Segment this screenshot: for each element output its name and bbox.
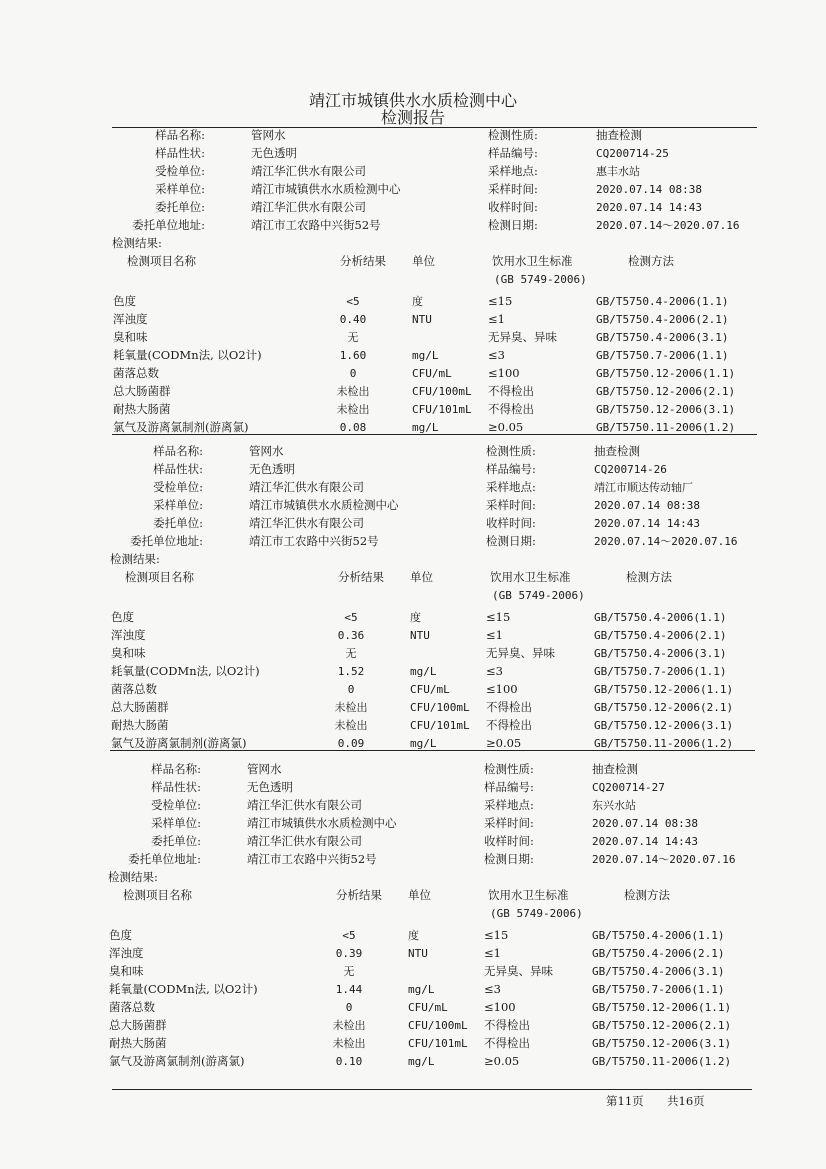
info-value: 2020.07.14～2020.07.16	[596, 219, 740, 232]
info-value: 2020.07.14 08:38	[596, 183, 702, 196]
row-standard: ≥0.05	[488, 420, 524, 434]
info-label: 检测性质:	[486, 444, 536, 458]
row-result: 0	[347, 683, 355, 696]
info-label: 样品性状:	[155, 146, 205, 160]
row-method: GB/T5750.11-2006(1.2)	[596, 421, 736, 434]
info-value: 抽查检测	[594, 444, 640, 458]
info-label: 受检单位:	[153, 480, 203, 494]
row-method: GB/T5750.7-2006(1.1)	[596, 349, 729, 362]
col-header-method: 检测方法	[626, 570, 672, 584]
row-standard: ≤3	[486, 664, 503, 678]
info-value: 靖江市顺达传动轴厂	[594, 481, 693, 494]
info-label: 样品编号:	[486, 462, 536, 476]
row-unit: mg/L	[408, 983, 435, 996]
row-result: 未检出	[332, 1037, 366, 1050]
row-method: GB/T5750.7-2006(1.1)	[594, 665, 727, 678]
col-header-method: 检测方法	[628, 254, 674, 268]
row-standard: ≥0.05	[486, 736, 522, 750]
row-method: GB/T5750.11-2006(1.2)	[592, 1055, 732, 1068]
col-header-item: 检测项目名称	[125, 570, 194, 584]
row-unit: NTU	[412, 313, 432, 326]
row-unit: CFU/100mL	[412, 385, 472, 398]
row-unit: CFU/101mL	[408, 1037, 468, 1050]
row-standard: 不得检出	[486, 718, 532, 732]
row-standard: 不得检出	[484, 1018, 530, 1032]
row-result: 未检出	[336, 385, 370, 398]
row-method: GB/T5750.12-2006(1.1)	[594, 683, 734, 696]
row-result: 无	[345, 647, 357, 660]
info-label: 采样单位:	[153, 498, 203, 512]
row-method: GB/T5750.4-2006(3.1)	[592, 965, 725, 978]
row-item: 浑浊度	[113, 312, 148, 326]
col-header-item: 检测项目名称	[127, 254, 196, 268]
info-value: 2020.07.14 14:43	[592, 835, 698, 848]
row-standard: ≤1	[488, 312, 505, 326]
row-unit: mg/L	[410, 665, 437, 678]
row-standard: 不得检出	[488, 384, 534, 398]
row-item: 浑浊度	[109, 946, 144, 960]
info-value: 2020.07.14～2020.07.16	[592, 853, 736, 866]
info-label: 收样时间:	[484, 834, 534, 848]
row-item: 耐热大肠菌	[111, 718, 169, 732]
col-header-result: 分析结果	[340, 254, 386, 268]
row-item: 氯气及游离氯制剂(游离氯)	[109, 1054, 245, 1068]
info-value: 无色透明	[247, 780, 293, 794]
info-value: 靖江华汇供水有限公司	[251, 200, 366, 214]
org-title: 靖江市城镇供水水质检测中心	[308, 91, 517, 110]
info-label: 样品编号:	[484, 780, 534, 794]
col-header-unit: 单位	[408, 888, 431, 902]
info-value: 靖江市城镇供水水质检测中心	[249, 498, 399, 512]
info-label: 样品名称:	[151, 762, 201, 776]
row-result: 0.36	[337, 629, 365, 642]
col-header-result: 分析结果	[338, 570, 384, 584]
info-value: 2020.07.14 14:43	[596, 201, 702, 214]
row-item: 菌落总数	[111, 682, 157, 696]
col-header-standard-code: (GB 5749-2006)	[492, 589, 585, 602]
row-result: 0.08	[339, 421, 367, 434]
row-item: 色度	[111, 610, 134, 624]
info-label: 样品性状:	[153, 462, 203, 476]
row-result: 0.40	[339, 313, 367, 326]
info-value: 靖江市城镇供水水质检测中心	[247, 816, 397, 830]
row-method: GB/T5750.4-2006(2.1)	[592, 947, 725, 960]
info-label: 委托单位地址:	[130, 534, 203, 548]
header-rule	[112, 127, 757, 128]
info-value: 靖江市工农路中兴街52号	[247, 852, 377, 866]
row-standard: 无异臭、异味	[486, 646, 555, 660]
info-label: 委托单位:	[151, 834, 201, 848]
info-label: 采样时间:	[486, 498, 536, 512]
row-standard: ≤15	[488, 294, 513, 308]
col-header-result: 分析结果	[336, 888, 382, 902]
row-unit: mg/L	[412, 421, 439, 434]
row-item: 菌落总数	[113, 366, 159, 380]
row-unit: CFU/mL	[410, 683, 450, 696]
row-result: 未检出	[332, 1019, 366, 1032]
col-header-standard-code: (GB 5749-2006)	[494, 273, 587, 286]
row-standard: ≤3	[484, 982, 501, 996]
row-item: 总大肠菌群	[113, 384, 171, 398]
row-result: <5	[342, 929, 356, 942]
info-value: 靖江华汇供水有限公司	[249, 480, 364, 494]
row-standard: 不得检出	[486, 700, 532, 714]
row-method: GB/T5750.4-2006(1.1)	[596, 295, 729, 308]
col-header-standard-code: (GB 5749-2006)	[490, 907, 583, 920]
info-label: 检测性质:	[488, 128, 538, 142]
row-method: GB/T5750.4-2006(3.1)	[594, 647, 727, 660]
info-value: 靖江华汇供水有限公司	[247, 834, 362, 848]
row-item: 氯气及游离氯制剂(游离氯)	[111, 736, 247, 750]
row-unit: 度	[408, 929, 419, 942]
row-unit: 度	[412, 295, 423, 308]
info-value: CQ200714-26	[594, 463, 667, 476]
row-item: 耗氧量(CODMn法, 以O2计)	[109, 982, 258, 996]
info-label: 采样单位:	[151, 816, 201, 830]
row-method: GB/T5750.4-2006(1.1)	[594, 611, 727, 624]
info-label: 检测性质:	[484, 762, 534, 776]
row-standard: 不得检出	[484, 1036, 530, 1050]
info-label: 样品编号:	[488, 146, 538, 160]
row-standard: ≥0.05	[484, 1054, 520, 1068]
row-item: 耗氧量(CODMn法, 以O2计)	[111, 664, 260, 678]
info-value: 2020.07.14 08:38	[592, 817, 698, 830]
row-item: 色度	[113, 294, 136, 308]
row-standard: ≤3	[488, 348, 505, 362]
row-item: 臭和味	[111, 646, 146, 660]
row-result: <5	[346, 295, 360, 308]
row-result: <5	[344, 611, 358, 624]
info-value: CQ200714-27	[592, 781, 665, 794]
info-value: CQ200714-25	[596, 147, 669, 160]
row-standard: 无异臭、异味	[488, 330, 557, 344]
row-item: 色度	[109, 928, 132, 942]
info-value: 2020.07.14 08:38	[594, 499, 700, 512]
row-result: 无	[347, 331, 359, 344]
row-standard: ≤1	[486, 628, 503, 642]
info-value: 管网水	[247, 762, 282, 776]
info-value: 靖江华汇供水有限公司	[249, 516, 364, 530]
info-label: 采样时间:	[484, 816, 534, 830]
row-method: GB/T5750.12-2006(2.1)	[596, 385, 736, 398]
row-item: 臭和味	[109, 964, 144, 978]
page-total: 共16页	[667, 1094, 705, 1108]
row-method: GB/T5750.12-2006(2.1)	[594, 701, 734, 714]
footer-rule	[112, 1089, 752, 1090]
info-label: 采样地点:	[488, 164, 538, 178]
block-divider	[110, 750, 755, 751]
row-unit: 度	[410, 611, 421, 624]
info-value: 靖江华汇供水有限公司	[247, 798, 362, 812]
row-item: 耗氧量(CODMn法, 以O2计)	[113, 348, 262, 362]
info-value: 抽查检测	[596, 128, 642, 142]
row-result: 1.52	[337, 665, 365, 678]
row-method: GB/T5750.12-2006(2.1)	[592, 1019, 732, 1032]
row-unit: CFU/101mL	[412, 403, 472, 416]
info-label: 委托单位:	[153, 516, 203, 530]
row-unit: CFU/100mL	[408, 1019, 468, 1032]
row-unit: CFU/mL	[408, 1001, 448, 1014]
row-unit: mg/L	[408, 1055, 435, 1068]
row-method: GB/T5750.12-2006(3.1)	[592, 1037, 732, 1050]
row-result: 1.60	[339, 349, 367, 362]
info-label: 受检单位:	[151, 798, 201, 812]
info-label: 收样时间:	[486, 516, 536, 530]
info-label: 采样单位:	[155, 182, 205, 196]
info-label: 检测日期:	[488, 218, 538, 232]
info-value: 惠丰水站	[596, 165, 640, 178]
col-header-method: 检测方法	[624, 888, 670, 902]
row-unit: NTU	[410, 629, 430, 642]
row-result: 0	[349, 367, 357, 380]
row-result: 未检出	[336, 403, 370, 416]
row-method: GB/T5750.4-2006(2.1)	[594, 629, 727, 642]
row-item: 耐热大肠菌	[113, 402, 171, 416]
info-label: 委托单位地址:	[128, 852, 201, 866]
info-value: 2020.07.14 14:43	[594, 517, 700, 530]
info-label: 收样时间:	[488, 200, 538, 214]
info-value: 抽查检测	[592, 762, 638, 776]
info-label: 检测日期:	[486, 534, 536, 548]
info-value: 管网水	[251, 128, 286, 142]
row-item: 臭和味	[113, 330, 148, 344]
row-result: 0.39	[335, 947, 363, 960]
row-item: 氯气及游离氯制剂(游离氯)	[113, 420, 249, 434]
row-item: 总大肠菌群	[111, 700, 169, 714]
row-result: 1.44	[335, 983, 363, 996]
row-method: GB/T5750.12-2006(1.1)	[592, 1001, 732, 1014]
results-heading: 检测结果:	[108, 870, 158, 884]
results-heading: 检测结果:	[112, 236, 162, 250]
row-result: 0	[345, 1001, 353, 1014]
row-unit: NTU	[408, 947, 428, 960]
info-label: 采样地点:	[484, 798, 534, 812]
row-standard: 不得检出	[488, 402, 534, 416]
row-standard: ≤100	[486, 682, 518, 696]
info-value: 东兴水站	[592, 799, 636, 812]
results-heading: 检测结果:	[110, 552, 160, 566]
row-method: GB/T5750.4-2006(3.1)	[596, 331, 729, 344]
info-label: 委托单位地址:	[132, 218, 205, 232]
row-standard: ≤15	[486, 610, 511, 624]
row-unit: CFU/101mL	[410, 719, 470, 732]
info-label: 采样时间:	[488, 182, 538, 196]
info-value: 无色透明	[249, 462, 295, 476]
row-result: 未检出	[334, 701, 368, 714]
info-label: 采样地点:	[486, 480, 536, 494]
col-header-unit: 单位	[412, 254, 435, 268]
row-method: GB/T5750.4-2006(1.1)	[592, 929, 725, 942]
row-standard: ≤100	[488, 366, 520, 380]
row-result: 未检出	[334, 719, 368, 732]
col-header-item: 检测项目名称	[123, 888, 192, 902]
row-unit: CFU/mL	[412, 367, 452, 380]
info-label: 样品名称:	[153, 444, 203, 458]
col-header-standard: 饮用水卫生标准	[490, 570, 571, 584]
row-item: 菌落总数	[109, 1000, 155, 1014]
info-label: 样品性状:	[151, 780, 201, 794]
info-label: 受检单位:	[155, 164, 205, 178]
col-header-standard: 饮用水卫生标准	[488, 888, 569, 902]
row-method: GB/T5750.11-2006(1.2)	[594, 737, 734, 750]
block-divider	[112, 434, 757, 435]
row-item: 耐热大肠菌	[109, 1036, 167, 1050]
row-method: GB/T5750.7-2006(1.1)	[592, 983, 725, 996]
row-unit: CFU/100mL	[410, 701, 470, 714]
col-header-unit: 单位	[410, 570, 433, 584]
row-method: GB/T5750.4-2006(2.1)	[596, 313, 729, 326]
col-header-standard: 饮用水卫生标准	[492, 254, 573, 268]
row-result: 0.09	[337, 737, 365, 750]
row-item: 总大肠菌群	[109, 1018, 167, 1032]
row-method: GB/T5750.12-2006(3.1)	[594, 719, 734, 732]
row-standard: ≤100	[484, 1000, 516, 1014]
row-result: 无	[343, 965, 355, 978]
info-value: 管网水	[249, 444, 284, 458]
info-value: 靖江市城镇供水水质检测中心	[251, 182, 401, 196]
info-label: 样品名称:	[155, 128, 205, 142]
info-value: 靖江市工农路中兴街52号	[251, 218, 381, 232]
info-label: 检测日期:	[484, 852, 534, 866]
row-unit: mg/L	[410, 737, 437, 750]
row-unit: mg/L	[412, 349, 439, 362]
row-method: GB/T5750.12-2006(1.1)	[596, 367, 736, 380]
info-label: 委托单位:	[155, 200, 205, 214]
row-standard: ≤15	[484, 928, 509, 942]
row-method: GB/T5750.12-2006(3.1)	[596, 403, 736, 416]
row-standard: ≤1	[484, 946, 501, 960]
row-item: 浑浊度	[111, 628, 146, 642]
report-title: 检测报告	[380, 108, 445, 127]
row-standard: 无异臭、异味	[484, 964, 553, 978]
info-value: 2020.07.14～2020.07.16	[594, 535, 738, 548]
info-value: 无色透明	[251, 146, 297, 160]
row-result: 0.10	[335, 1055, 363, 1068]
info-value: 靖江市工农路中兴街52号	[249, 534, 379, 548]
info-value: 靖江华汇供水有限公司	[251, 164, 366, 178]
page-number: 第11页	[606, 1094, 644, 1108]
